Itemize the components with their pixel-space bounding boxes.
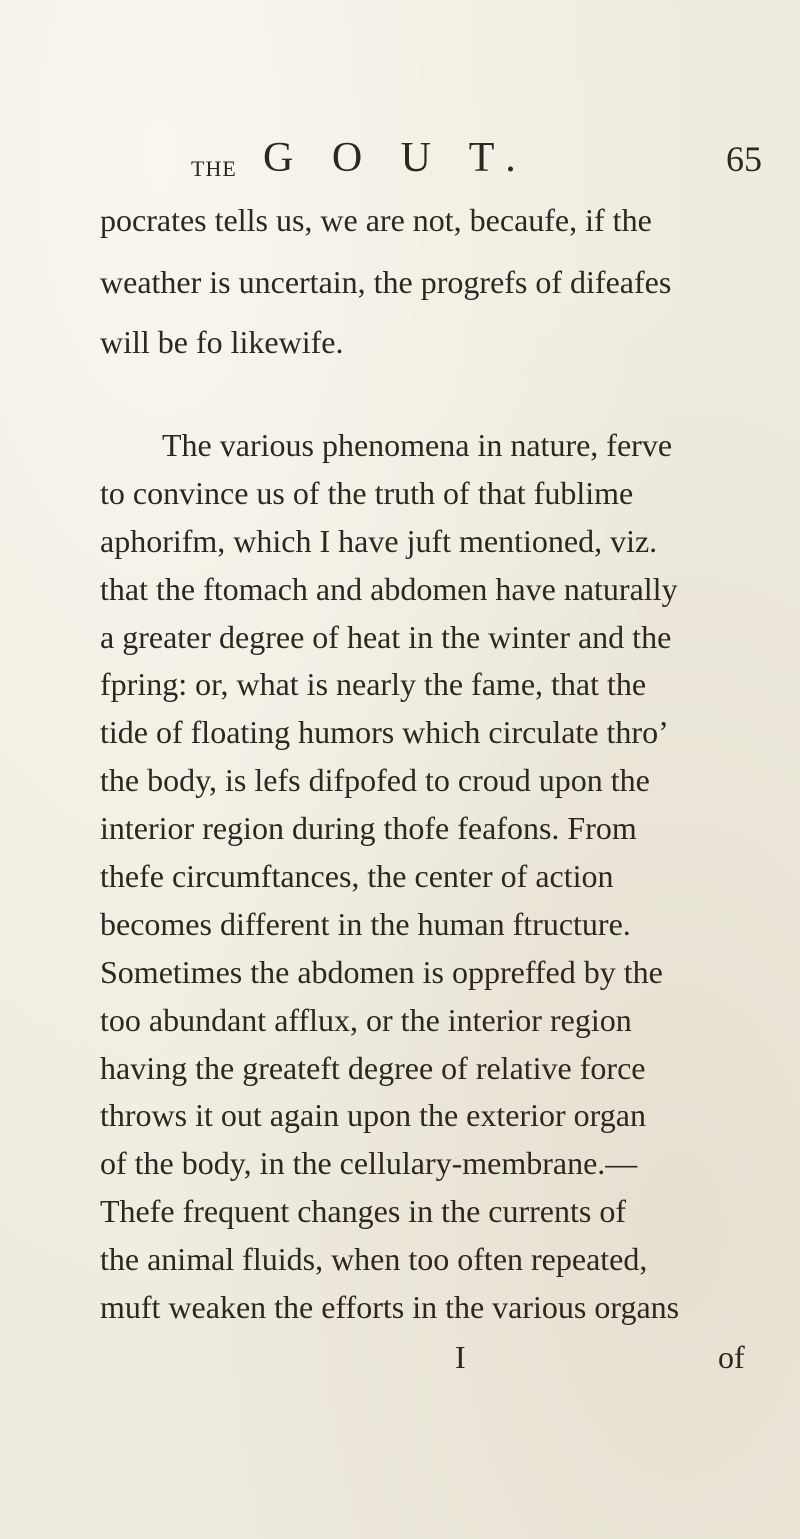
text-line: The various phenomena in nature, ferve [162, 427, 673, 463]
text-line: will be fo likewife. [100, 324, 344, 360]
text-line: having the greateft degree of relative force [100, 1050, 646, 1086]
text-line: becomes different in the human ftructure. [100, 906, 631, 942]
text-line: too abundant afflux, or the interior region [100, 1002, 632, 1038]
catchline [0, 1339, 800, 1379]
text-line: the body, is lefs difpofed to croud upon the [100, 762, 650, 798]
text-line: to convince us of the truth of that fublime [100, 475, 634, 511]
text-line: of the body, in the cellulary-membrane.— [100, 1145, 638, 1181]
running-head-article: THE [191, 156, 237, 181]
text-line: Thefe frequent changes in the currents of [100, 1193, 626, 1229]
signature-mark: I [455, 1339, 466, 1375]
text-line: tide of floating humors which circulate thro’ [100, 714, 669, 750]
text-line: a greater degree of heat in the winter and the [100, 619, 672, 655]
text-line: muft weaken the efforts in the various organs [100, 1289, 680, 1325]
text-line: thefe circumftances, the center of action [100, 858, 614, 894]
text-line: fpring: or, what is nearly the fame, that the [100, 666, 647, 702]
text-line: the animal fluids, when too often repeated, [100, 1241, 648, 1277]
text-line: aphorifm, which I have juft mentioned, viz. [100, 523, 658, 559]
running-head [0, 134, 800, 194]
text-line: Sometimes the abdomen is oppreffed by the [100, 954, 663, 990]
page-number: 65 [726, 139, 762, 179]
catchword: of [718, 1339, 745, 1375]
text-line: interior region during thofe feafons. From [100, 810, 637, 846]
text-line: weather is uncertain, the progrefs of difeafes [100, 264, 672, 300]
text-line: that the ftomach and abdomen have naturally [100, 571, 678, 607]
running-head-title: G O U T. [263, 135, 530, 181]
text-line: pocrates tells us, we are not, becaufe, if the [100, 202, 652, 238]
text-line: throws it out again upon the exterior organ [100, 1097, 646, 1133]
